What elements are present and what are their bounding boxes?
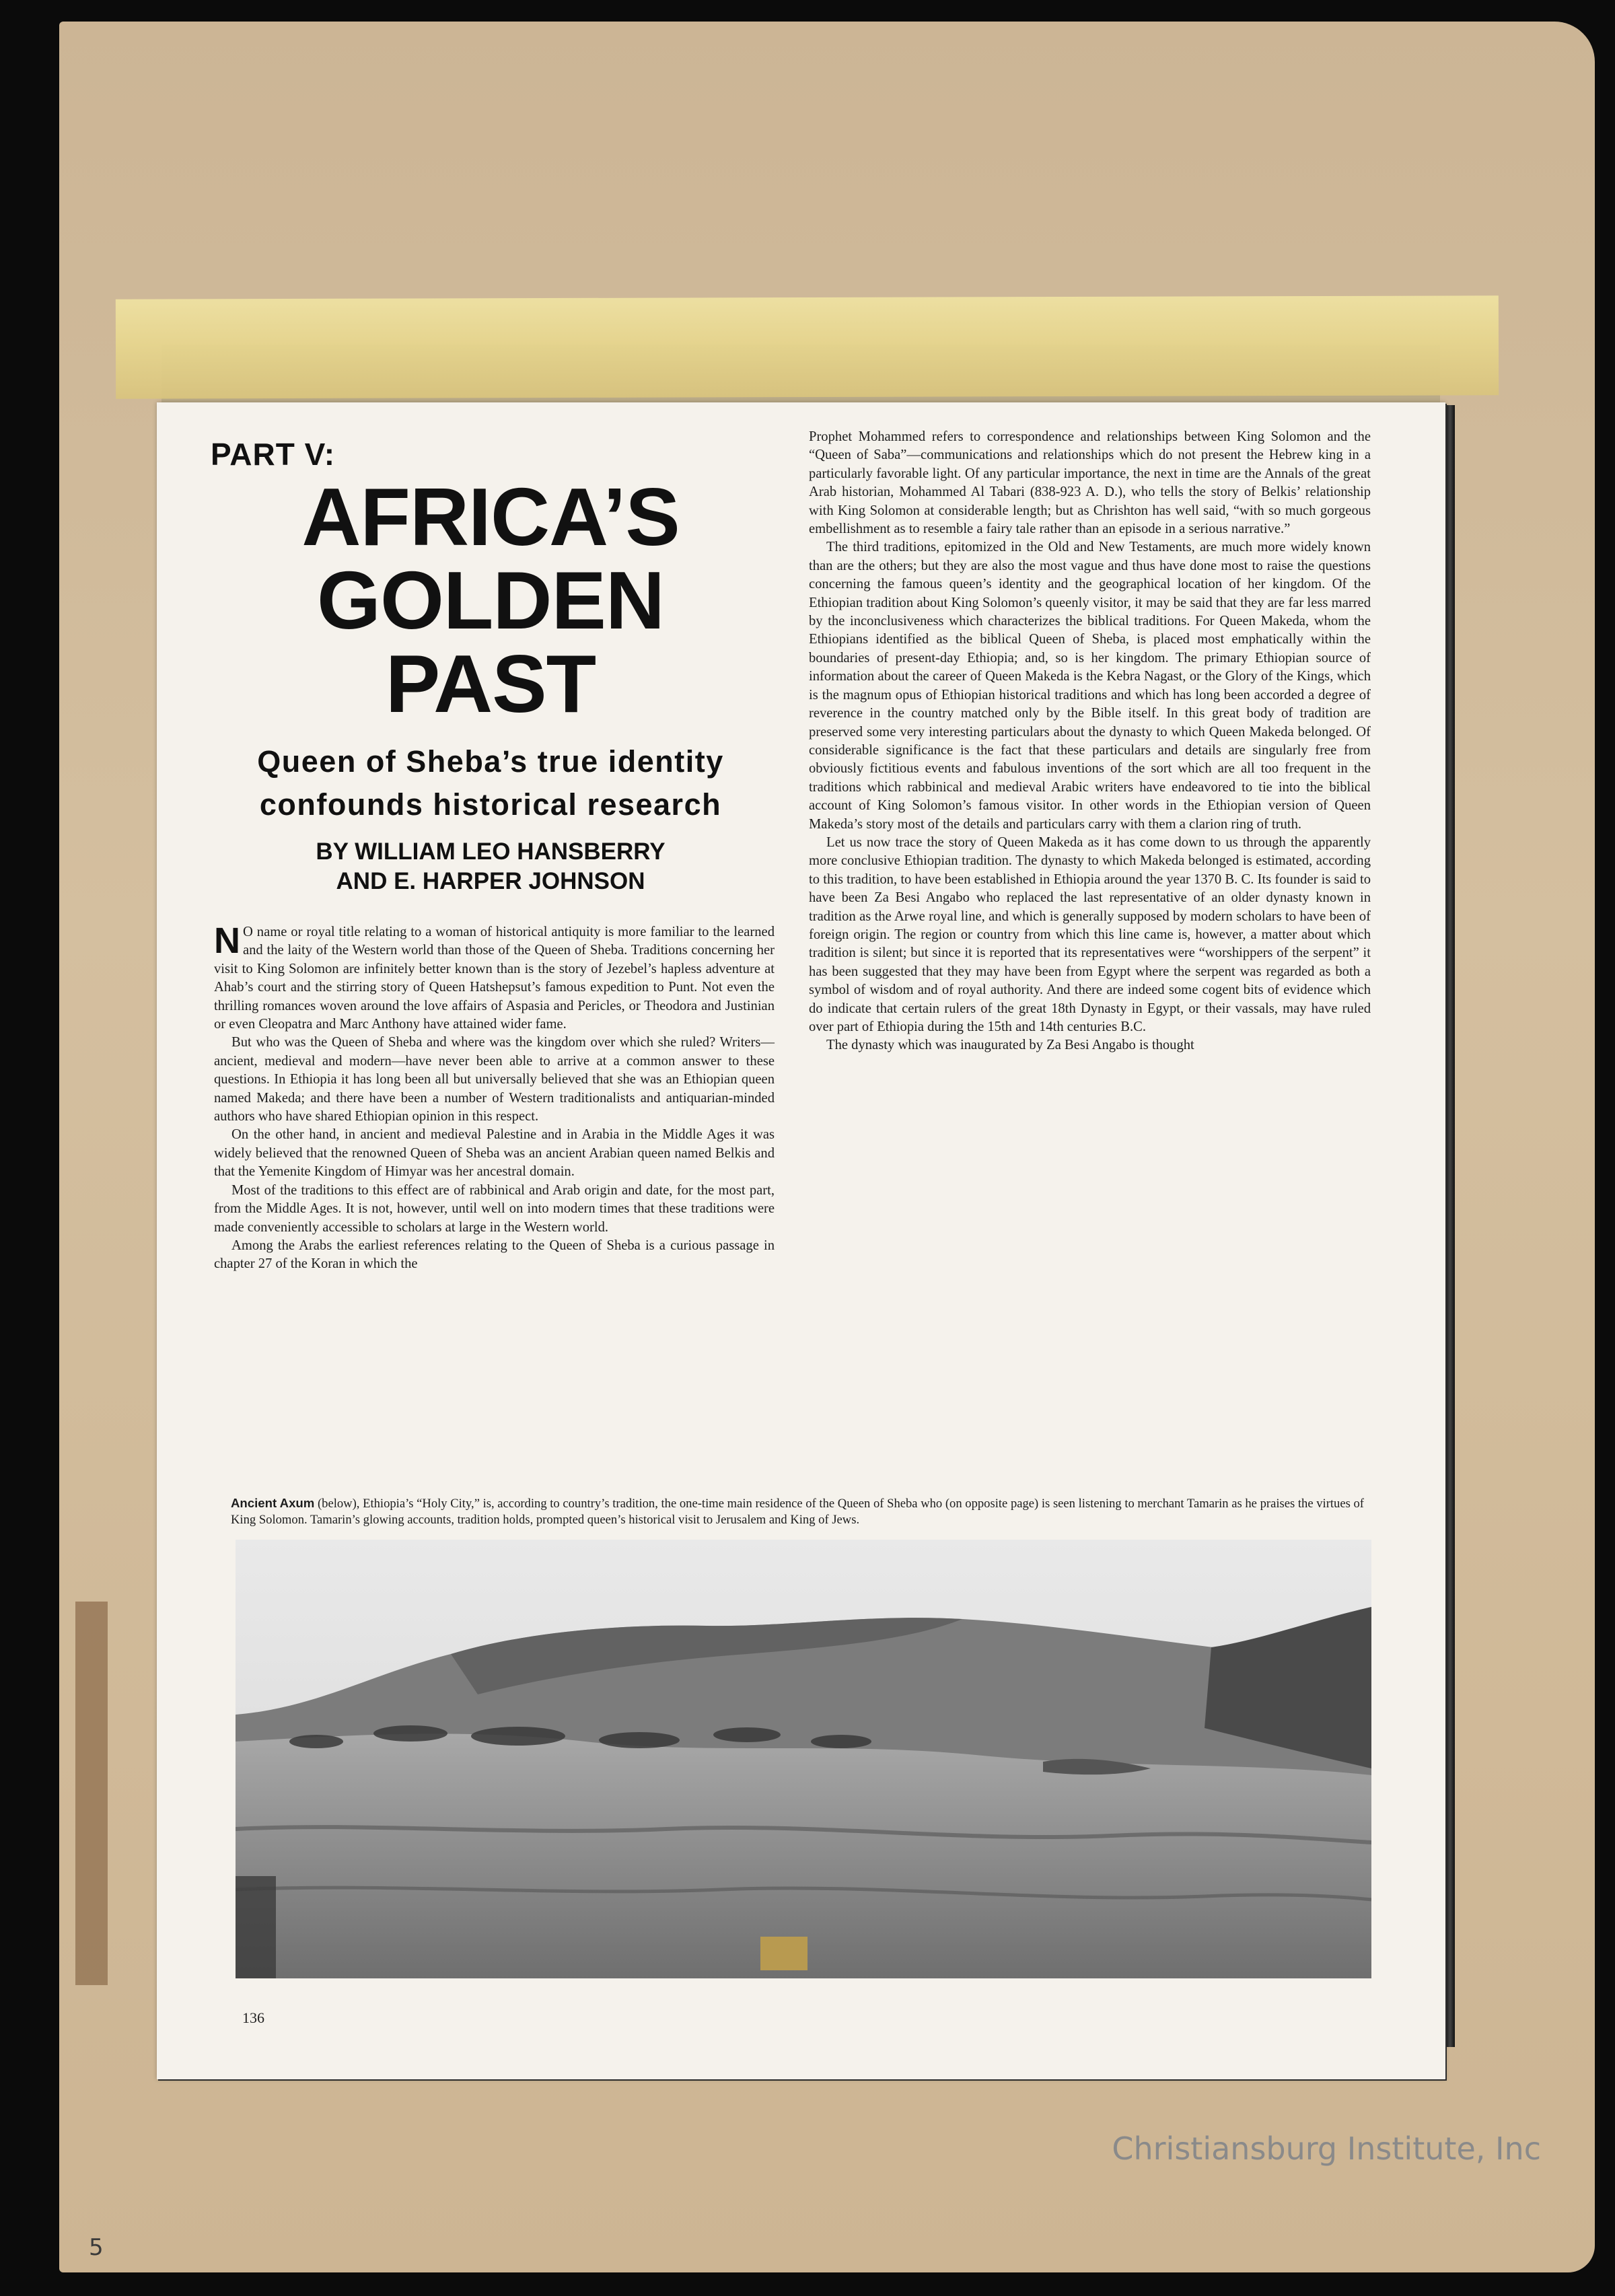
photo-caption xyxy=(231,1495,1381,1528)
caption-text: (below), Ethiopia’s “Holy City,” is, according to country’s tradition, the one-time main residence of the Queen of Sheba who (on opposite page) is seen listening to merchant Tamarin as he praises the virtues of King Solomon. Tamarin’s glowing accounts, tradition holds, prompted queen’s historical visit to Jerusalem and King of Jews. xyxy=(231,1497,1364,1527)
drop-cap: N xyxy=(214,921,240,961)
paragraph: The third traditions, epitomized in the Old and New Testaments, are much more widely known than are the others; but they are also the most vague and thus have done most to raise the questions concerning the famous queen’s identity and the geographical location of her kingdom. Of the Ethiopian tradition about King Solomon’s queenly visitor, it may be said that they are far less marred by the inconclusiveness which characterizes the biblical traditions. For Queen Makeda, whom the Ethiopians identified as the biblical Queen of Sheba, is placed most emphatically within the boundaries of present-day Ethiopia; and, so is her kingdom. The primary Ethiopian source of information about the career of Queen Makeda is the Kebra Nagast, or the Glory of the Kings, which is the magnum opus of Ethiopian historical traditions and which has long been accorded a degree of reverence in the country matched only by the Bible itself. In this great body of tradition are preserved some very interesting particulars about the dynasty to which Queen Makeda belonged. Of considerable significance is the fact that these particulars and details are singularly free from obviously fictitious events and fabulous inventions of the sort which are all too frequent in the traditions which rabbinical and medieval Arabic writers have endeavored to tie into the biblical account of King Solomon’s famous visitor. In other words in the Ethiopian version of Queen Makeda’s story most of the details and particulars carry with them a clarion ring of truth. xyxy=(809,540,1371,832)
under-sheet-edge xyxy=(75,1602,108,1985)
archive-watermark: Christiansburg Institute, Inc xyxy=(1112,2130,1541,2167)
article-subtitle: Queen of Sheba’s true identity confounds historical research xyxy=(257,744,724,822)
title-line: GOLDEN xyxy=(317,554,664,646)
paragraph: But who was the Queen of Sheba and where was the kingdom over which she ruled? Writers—ancient, medieval and modern—have never been able to arrive at a common answer to these questions. In Ethiopia it has long been all but universally believed that she was an Ethiopian queen named Makeda; and there have been a number of Western traditionalists and antiquarian-minded authors who have shared Ethiopian opinion in this respect. xyxy=(214,1035,775,1124)
byline-line: AND E. HARPER JOHNSON xyxy=(336,868,645,894)
page-edge-shadow xyxy=(1445,405,1455,2047)
title-line: PAST xyxy=(385,638,596,729)
masking-tape xyxy=(116,295,1499,398)
article-title xyxy=(202,471,779,729)
title-line: AFRICA’S xyxy=(301,471,680,563)
corner-page-mark: 5 xyxy=(89,2234,104,2261)
page-number: 136 xyxy=(242,2009,264,2026)
paragraph: On the other hand, in ancient and medieval Palestine and in Arabia in the Middle Ages it was widely believed that the renowned Queen of Sheba was an ancient Arabian queen named Belkis and that the Yemenite Kingdom of Himyar was her ancestral domain. xyxy=(214,1127,775,1180)
paragraph: N O name or royal title relating to a woman of historical antiquity is more familiar to the learned and the laity of the Western world than those of the Queen of Sheba. Traditions concerning her visit to King Solomon are infinitely better known than is the story of Jezebel’s hapless adventure at Ahab’s court and the stirring story of Queen Hatshepsut’s famous expedition to Punt. Not even the thrilling romances woven around the love affairs of Aspasia and Pericles, or Theodora and Justinian or even Cleopatra and Marc Anthony have attained wider fame. xyxy=(214,921,775,1032)
right-column xyxy=(809,428,1371,1055)
paragraph: Prophet Mohammed refers to correspondence and relationships between King Solomon and the “Queen of Saba”—communications and relationships which do not present the Hebrew king in a particularly favorable light. Of any particular importance, the next in time are the Annals of the great Arab historian, Mohammed Al Tabari (838-923 A. D.), who tells the story of Belkis’ relationship with King Solomon at considerable length; but as Chrishton has well said, “with so much gorgeous embellishment as to resemble a fairy tale rather than an episode in a serious narrative.” xyxy=(809,429,1371,537)
left-column xyxy=(214,923,775,1274)
caption-lead: Ancient Axum xyxy=(231,1496,315,1510)
byline xyxy=(202,837,779,896)
paragraph: Let us now trace the story of Queen Makeda as it has come down to us through the apparently more conclusive Ethiopian tradition. The dynasty to which Makeda belonged is estimated, according to this tradition, to have been established in Ethiopia around the year 1370 B. C. Its founder is said to have been Za Besi Angabo who replaced the last representative of an older dynasty known in tradition as the Arwe royal line, and which is generally supposed by modern scholars to have been of foreign origin. The region or country from which this line came is, however, a matter about which tradition is silent; but since it is reported that its representatives were “worshippers of the serpent” it has been suggested that they may have been from Egypt where the serpent was regarded as both a symbol of wisdom and of royal authority. And there are indeed some cogent bits of evidence which do indicate that certain rulers of the great 18th Dynasty in Egypt, or their vassals, may have ruled over part of Ethiopia during the 15th and 14th centuries B.C. xyxy=(809,834,1371,1034)
axum-landscape-photo xyxy=(236,1540,1371,1978)
byline-line: BY WILLIAM LEO HANSBERRY xyxy=(316,838,666,865)
paragraph: The dynasty which was inaugurated by Za Besi Angabo is thought xyxy=(826,1038,1194,1053)
paragraph: Most of the traditions to this effect are of rabbinical and Arab origin and date, for the most part, from the Middle Ages. It is not, however, until well on into modern times that these traditions were made conveniently accessible to scholars at large in the Western world. xyxy=(214,1182,775,1235)
part-label: PART V: xyxy=(211,437,336,472)
paragraph: Among the Arabs the earliest references relating to the Queen of Sheba is a curious passage in chapter 27 of the Koran in which the xyxy=(214,1237,775,1272)
